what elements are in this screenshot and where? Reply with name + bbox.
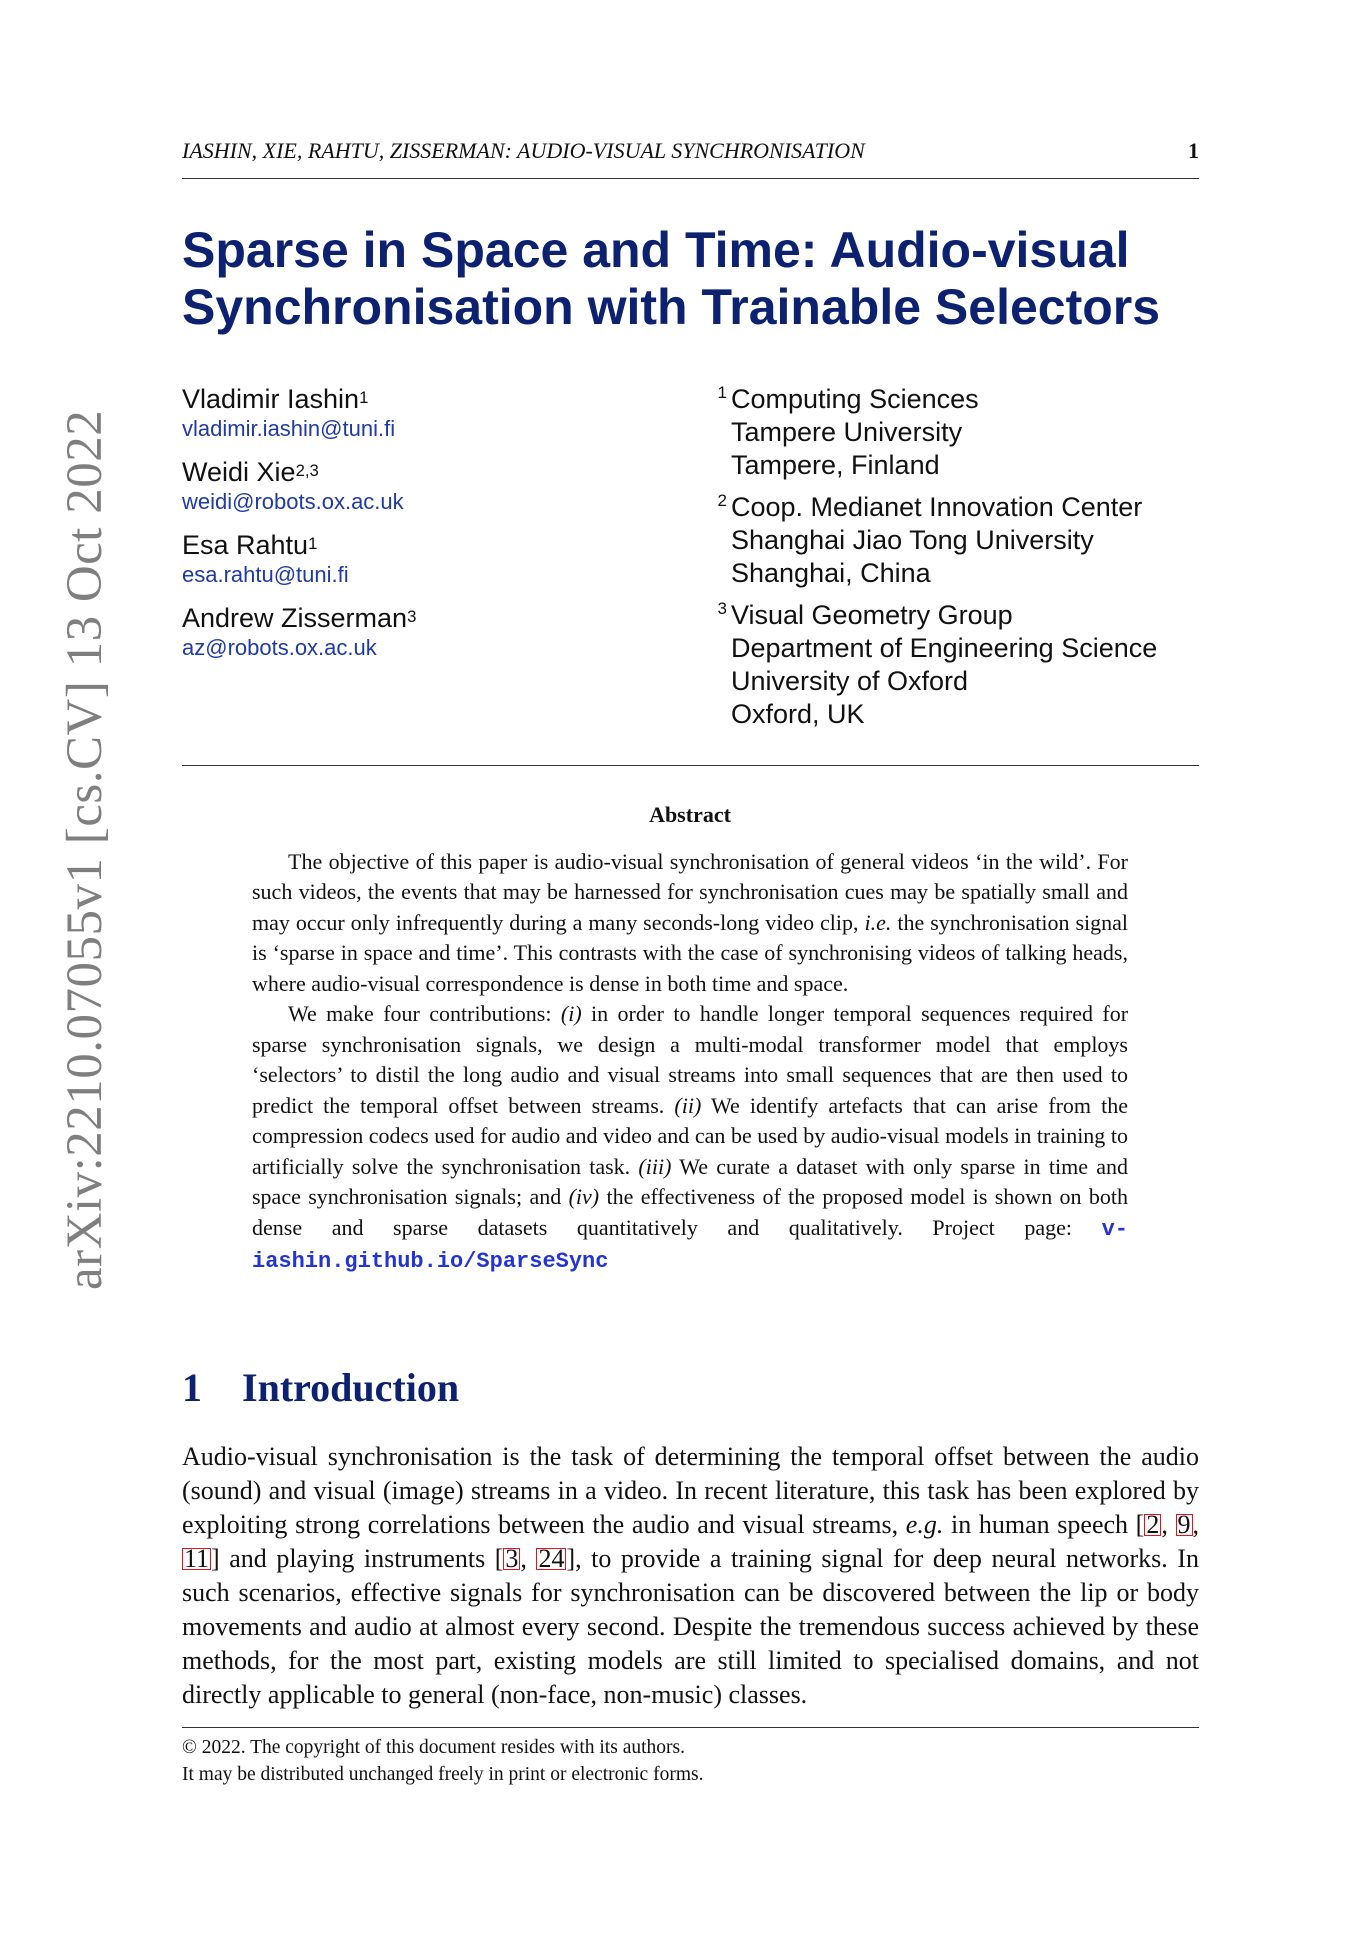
section-title: Introduction [242, 1365, 460, 1410]
section-heading [182, 1364, 459, 1411]
paper-title [182, 222, 1199, 336]
affiliation-line: Oxford, UK [731, 699, 865, 729]
affiliation-line: Tampere University [731, 417, 963, 447]
affiliation [710, 383, 1210, 482]
citation-link[interactable]: 11 [184, 1544, 210, 1573]
author-name: Esa Rahtu$^1$ [182, 530, 318, 560]
citation-link[interactable]: 3 [505, 1544, 519, 1573]
author-email[interactable]: az@robots.ox.ac.uk [182, 635, 377, 660]
affiliation-line: Shanghai Jiao Tong University [731, 525, 1094, 555]
author-email[interactable]: weidi@robots.ox.ac.uk [182, 489, 404, 514]
author-name: Vladimir Iashin$^1$ [182, 384, 369, 414]
affiliation-mark: 3 [717, 599, 727, 618]
running-header [182, 138, 1199, 164]
affiliation-line: Computing Sciences [731, 384, 979, 414]
abstract-paragraph: We make four contributions: (i) in order to handle longer temporal sequences required for sparse synchronisation signals, we design a multi-modal transformer model that employs ‘selectors’ to distil the long audio and visual streams into small sequences that are then used to predict the temporal offset between streams. (ii) We identify artefacts that can arise from the compression codecs used for audio and video and can be used by audio-visual models in training to artificially solve the synchronisation task. (iii) We curate a dataset with only sparse in time and space synchronisation signals; and (iv) the effectiveness of the proposed model is shown on both dense and sparse datasets quantitatively and qualitatively. Project page: v-iashin.github.io/SparseSync [252, 1001, 1129, 1274]
header-rule [182, 178, 1199, 179]
affiliation-list [710, 383, 1210, 740]
affiliation-line: Coop. Medianet Innovation Center [731, 492, 1143, 522]
citation-link[interactable]: 24 [538, 1544, 565, 1573]
abstract-heading: Abstract [649, 802, 731, 827]
author-list [182, 383, 702, 675]
copyright-footer [182, 1734, 1199, 1788]
arxiv-stamp: arXiv:2210.07055v1 [cs.CV] 13 Oct 2022 [57, 409, 113, 1290]
author-email[interactable]: vladimir.iashin@tuni.fi [182, 416, 396, 441]
affiliation [710, 491, 1210, 590]
intro-paragraph: Audio-visual synchronisation is the task of determining the temporal offset between the audio (sound) and visual (image) streams in a video. In recent literature, this task has been explored by exploiting strong correlations between the audio and visual streams, e.g. in human speech [2, 9, 11] and playing instruments [3, 24], to provide a training signal for deep neural networks. In such scenarios, effective signals for synchronisation can be discovered between the lip or body movements and audio at almost every second. Despite the tremendous success achieved by these methods, for the most part, existing models are still limited to specialised domains, and not directly applicable to general (non-face, non-music) classes. [182, 1442, 1199, 1709]
footer-line: © 2022. The copyright of this document resides with its authors. [182, 1737, 685, 1758]
section-number: 1 [182, 1365, 202, 1410]
affiliation-mark: 2 [717, 491, 727, 510]
affiliation-mark: 1 [717, 383, 727, 402]
footer-rule [182, 1727, 1199, 1728]
page-number: 1 [1188, 138, 1199, 163]
affiliation-line: Tampere, Finland [731, 450, 940, 480]
running-header-text: IASHIN, XIE, RAHTU, ZISSERMAN: AUDIO-VISUAL SYNCHRONISATION [182, 138, 865, 163]
affiliation-line: Visual Geometry Group [731, 600, 1013, 630]
footer-line: It may be distributed unchanged freely in print or electronic forms. [182, 1764, 704, 1785]
author-email[interactable]: esa.rahtu@tuni.fi [182, 562, 349, 587]
affiliation-line: University of Oxford [731, 666, 969, 696]
affiliation-line: Shanghai, China [731, 558, 931, 588]
project-page-link[interactable]: v-iashin.github.io/SparseSync [252, 1216, 1128, 1274]
abstract [252, 800, 1128, 1278]
affiliation-line: Department of Engineering Science [731, 633, 1158, 663]
title-line-2: Synchronisation with Trainable Selectors [182, 279, 1161, 335]
affiliation [710, 599, 1210, 731]
citation-link[interactable]: 9 [1177, 1510, 1191, 1539]
citation-link[interactable]: 2 [1146, 1510, 1160, 1539]
author-name: Andrew Zisserman$^3$ [182, 603, 417, 633]
author-name: Weidi Xie$^{2,3}$ [182, 457, 319, 487]
title-block-rule [182, 765, 1199, 766]
abstract-paragraph: The objective of this paper is audio-visual synchronisation of general videos ‘in the wild’. For such videos, the events that may be harnessed for synchronisation cues may be spatially small and may occur only infrequently during a many seconds-long video clip, i.e. the synchronisation signal is ‘sparse in space and time’. This contrasts with the case of synchronising videos of talking heads, where audio-visual correspondence is dense in both time and space. [252, 848, 1129, 996]
title-line-1: Sparse in Space and Time: Audio-visual [182, 222, 1130, 278]
